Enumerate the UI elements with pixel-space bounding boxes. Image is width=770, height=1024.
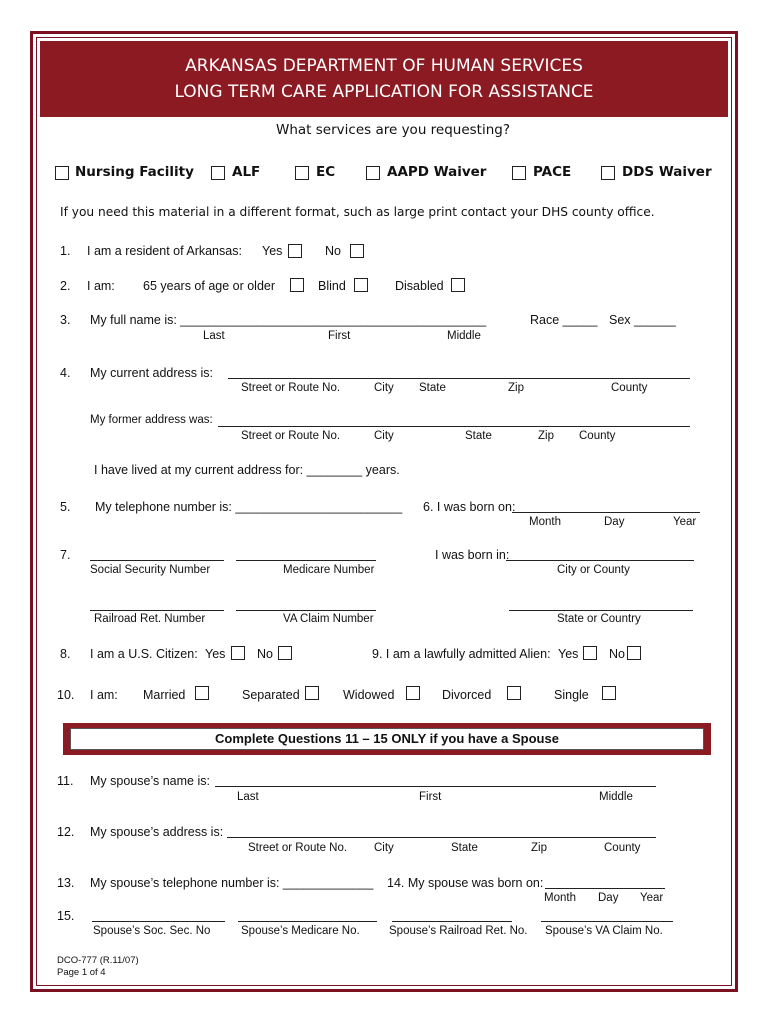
format-note: If you need this material in a different format, such as large print contact your DHS county office. [60,205,655,219]
q15-va-caption: Spouse’s VA Claim No. [545,925,663,937]
q10-widowed-checkbox[interactable] [406,686,420,700]
current-address-field[interactable] [228,378,690,379]
q4-former-text: My former address was: [90,414,213,426]
q2-blind-checkbox[interactable] [354,278,368,292]
q2-age-checkbox[interactable] [290,278,304,292]
birth-date-field[interactable] [512,512,700,513]
ssn-field[interactable] [90,560,224,561]
q4-zip-caption: Zip [508,382,524,394]
q1-number: 1. [60,244,71,258]
q12-text: My spouse’s address is: [90,825,224,839]
q7-city-county-caption: City or County [557,564,630,576]
q3-first-caption: First [328,330,351,342]
pace-label: PACE [533,164,572,180]
q7-railroad-caption: Railroad Ret. Number [94,613,206,625]
q7-state-country-caption: State or Country [557,613,641,625]
q10-number: 10. [57,688,75,702]
nursing-facility-checkbox[interactable] [55,166,69,180]
q6-day-caption: Day [604,516,625,528]
aapd-waiver-label: AAPD Waiver [387,164,487,180]
spouse-medicare-field[interactable] [238,921,377,922]
q12-number: 12. [57,825,75,839]
railroad-number-field[interactable] [90,610,224,611]
q2-disabled-checkbox[interactable] [451,278,465,292]
q4-former-county-caption: County [579,430,616,442]
dds-waiver-checkbox[interactable] [601,166,615,180]
q12-state-caption: State [451,842,478,854]
birth-city-field[interactable] [506,560,694,561]
q8-no-label: No [257,647,273,661]
q10-divorced-checkbox[interactable] [507,686,521,700]
q6-text: 6. I was born on: [423,500,516,514]
q8-no-checkbox[interactable] [278,646,292,660]
q3-text[interactable]: My full name is: ____________________________________________ [90,313,487,327]
q10-widowed-label: Widowed [343,688,395,702]
q10-married-label: Married [143,688,186,702]
q4-number: 4. [60,366,71,380]
q12-county-caption: County [604,842,641,854]
q10-divorced-label: Divorced [442,688,492,702]
q5-number: 5. [60,500,71,514]
birth-state-field[interactable] [509,610,693,611]
q1-no-label: No [325,244,341,258]
q7-va-caption: VA Claim Number [283,613,374,625]
q7-number: 7. [60,548,71,562]
q5-text[interactable]: My telephone number is: ________________________ [95,500,403,514]
q13-number: 13. [57,876,75,890]
dds-waiver-label: DDS Waiver [622,164,712,180]
q9-no-checkbox[interactable] [627,646,641,660]
q11-first-caption: First [419,791,442,803]
q6-month-caption: Month [529,516,561,528]
q4-former-street-caption: Street or Route No. [241,430,341,442]
q4-former-state-caption: State [465,430,492,442]
q4-lived-text[interactable]: I have lived at my current address for: ________ years. [94,463,400,477]
q13-text[interactable]: My spouse’s telephone number is: _____________ [90,876,374,890]
q8-yes-label: Yes [205,647,226,661]
q2-blind-label: Blind [318,279,346,293]
q12-zip-caption: Zip [531,842,547,854]
q14-month-caption: Month [544,892,576,904]
q4-county-caption: County [611,382,648,394]
q9-text: 9. I am a lawfully admitted Alien: [372,647,551,661]
medicare-number-field[interactable] [236,560,376,561]
spouse-railroad-field[interactable] [392,921,512,922]
q10-single-label: Single [554,688,589,702]
spouse-birth-date-field[interactable] [545,888,665,889]
q9-yes-label: Yes [558,647,579,661]
q12-street-caption: Street or Route No. [248,842,348,854]
q6-year-caption: Year [673,516,697,528]
nursing-facility-label: Nursing Facility [75,164,194,180]
q15-number: 15. [57,909,75,923]
spouse-name-field[interactable] [215,786,656,787]
ec-label: EC [316,164,336,180]
q10-separated-label: Separated [242,688,300,702]
pace-checkbox[interactable] [512,166,526,180]
former-address-field[interactable] [218,426,690,427]
q15-railroad-caption: Spouse’s Railroad Ret. No. [389,925,528,937]
services-question: What services are you requesting? [276,122,511,138]
q14-day-caption: Day [598,892,619,904]
q3-number: 3. [60,313,71,327]
q10-single-checkbox[interactable] [602,686,616,700]
q14-text: 14. My spouse was born on: [387,876,544,890]
ec-checkbox[interactable] [295,166,309,180]
q4-text: My current address is: [90,366,213,380]
page-number: Page 1 of 4 [57,967,106,978]
q8-yes-checkbox[interactable] [231,646,245,660]
q10-separated-checkbox[interactable] [305,686,319,700]
q11-middle-caption: Middle [599,791,633,803]
header-banner [40,41,728,117]
q4-former-city-caption: City [374,430,394,442]
q11-text: My spouse’s name is: [90,774,210,788]
q2-text: I am: [87,279,115,293]
q10-married-checkbox[interactable] [195,686,209,700]
q12-city-caption: City [374,842,394,854]
spouse-va-field[interactable] [541,921,673,922]
q4-former-zip-caption: Zip [538,430,554,442]
q2-age-label: 65 years of age or older [143,279,276,293]
alf-checkbox[interactable] [211,166,225,180]
q7-born-in-text: I was born in: [435,548,510,562]
header-title-line1: ARKANSAS DEPARTMENT OF HUMAN SERVICES [185,56,583,76]
spouse-ssn-field[interactable] [92,921,225,922]
q15-medicare-caption: Spouse’s Medicare No. [241,925,360,937]
q9-no-label: No [609,647,625,661]
alf-label: ALF [232,164,261,180]
spouse-address-field[interactable] [227,837,656,838]
q1-yes-checkbox[interactable] [288,244,302,258]
q7-medicare-caption: Medicare Number [283,564,375,576]
aapd-waiver-checkbox[interactable] [366,166,380,180]
q4-street-caption: Street or Route No. [241,382,341,394]
q1-yes-label: Yes [262,244,283,258]
q1-text: I am a resident of Arkansas: [87,244,242,258]
q4-city-caption: City [374,382,394,394]
q3-last-caption: Last [203,330,225,342]
q9-yes-checkbox[interactable] [583,646,597,660]
q15-ssn-caption: Spouse’s Soc. Sec. No [93,925,211,937]
spouse-section-title: Complete Questions 11 – 15 ONLY if you have a Spouse [70,728,704,750]
q3-middle-caption: Middle [447,330,481,342]
q2-number: 2. [60,279,71,293]
q8-text: I am a U.S. Citizen: [90,647,198,661]
header-title-line2: LONG TERM CARE APPLICATION FOR ASSISTANCE [174,82,594,102]
q11-number: 11. [57,774,74,788]
q11-last-caption: Last [237,791,259,803]
q8-number: 8. [60,647,71,661]
q2-disabled-label: Disabled [395,279,444,293]
q14-year-caption: Year [640,892,664,904]
form-id: DCO-777 (R.11/07) [57,955,139,966]
q3-sex-field[interactable]: Sex ______ [609,313,676,327]
q10-text: I am: [90,688,118,702]
q7-ssn-caption: Social Security Number [90,564,211,576]
va-claim-field[interactable] [236,610,376,611]
q1-no-checkbox[interactable] [350,244,364,258]
q4-state-caption: State [419,382,446,394]
q3-race-field[interactable]: Race _____ [530,313,598,327]
